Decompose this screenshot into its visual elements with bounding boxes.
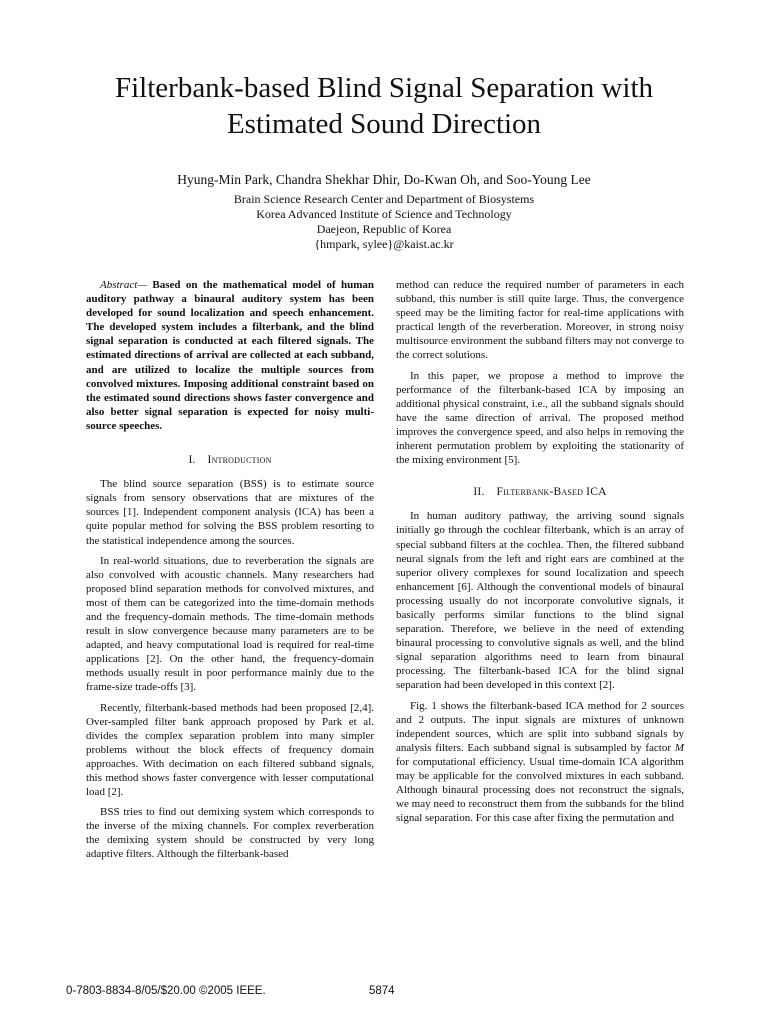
paragraph-text: Fig. 1 shows the filterbank-based ICA method for 2 sources and 2 outputs. The input signals are mixtures of unknown independent sources, which are split into subband signals by analysis filters. Each subband signal is subsampled by factor (396, 699, 684, 754)
body-paragraph: method can reduce the required number of parameters in each subband, this number is still quite large. Thus, the convergence speed may be the limiting factor for real-time applications with practical length of the reverberation. Moreover, in strong noisy multisource environment the subband filters may not converge to the correct solutions. (396, 279, 684, 362)
paper-title (40, 70, 728, 142)
section-number: II. (473, 486, 485, 499)
body-paragraph: The blind source separation (BSS) is to estimate source signals from sensory observations that are mixtures of the sources [1]. Independent component analysis (ICA) has been a quite popular method for solving the BSS problem resorting to the statistical independence among the sources. (86, 478, 374, 547)
abstract-text: Based on the mathematical model of human auditory pathway a binaural auditory system has been developed for sound localization and speech enhancement. The developed system includes a filterbank, and the blind signal separation is conducted at each filtered signals. The estimated directions of arrival are collected at each subband, and are utilized to localize the multiple sources from convolved mixtures. Imposing additional constraint based on the estimated sound directions shows faster convergence and also better signal separation is expected for noisy multi-source speeches. (86, 279, 374, 432)
body-paragraph (396, 699, 684, 826)
affiliation-line: Korea Advanced Institute of Science and Technology (256, 207, 512, 221)
affiliation-line: Daejeon, Republic of Korea (316, 222, 452, 236)
title-line-1: Filterbank-based Blind Signal Separation with (114, 72, 654, 104)
paragraph-text: for computational efficiency. Usual time-domain ICA algorithm may be applicable for the convolved mixtures in each subband. Although binaural processing does not reconstruct the signals, we may need to reconstruct them from the subbands for the blind signal separation. For this case after fixing the permutation and (396, 755, 684, 825)
title-line-2: Estimated Sound Direction (226, 108, 542, 140)
author-list: Hyung-Min Park, Chandra Shekhar Dhir, Do-Kwan Oh, and Soo-Young Lee (177, 172, 591, 187)
section-number: I. (188, 454, 196, 467)
section-title: Filterbank-Based ICA (496, 486, 607, 499)
body-paragraph: In human auditory pathway, the arriving sound signals initially go through the cochlear filterbank, which is an array of special subband filters at the cochlea. Then, the filtered subband neural signals from the left and right ears are combined at the superior olivery complexes for sound localization and speech enhancement [6]. Although the conventional models of binaural processing usually do not incorporate convolutive signals, it basically performs similar functions to the blind signal separation. Therefore, we believe in the need of extending binaural processing to convolutive signals as well, and the blind signal separation algorithms need to learn from binaural processing. The filterbank-based ICA for the blind signal separation had been developed in this context [2]. (396, 510, 684, 692)
body-paragraph: BSS tries to find out demixing system which corresponds to the inverse of the mixing channels. For complex reverberation the demixing system should be constructed by very long adaptive filters. Although the filterbank-based (86, 806, 374, 861)
copyright-notice: 0-7803-8834-8/05/$20.00 ©2005 IEEE. (66, 985, 266, 997)
abstract (86, 278, 374, 433)
section-heading-filterbank-ica (396, 485, 684, 499)
math-variable: M (674, 741, 684, 754)
affiliation-line: Brain Science Research Center and Department of Biosystems (233, 192, 535, 206)
body-paragraph: Recently, filterbank-based methods had been proposed [2,4]. Over-sampled filter bank approach proposed by Park et al. divides the complex separation problem into many simpler problems without the block effects of frequency domain approaches. With decimation on each filtered subband signals, this method shows faster convergence with lesser computational load [2]. (86, 701, 374, 799)
right-column (396, 278, 684, 831)
section-title: Introduction (207, 454, 272, 467)
abstract-label: Abstract— (100, 279, 148, 291)
body-paragraph: In real-world situations, due to reverberation the signals are also convolved with acoustic channels. Many researchers had proposed blind separation methods for convolved mixtures, and most of them can be categorized into the time-domain methods and the frequency-domain methods. The time-domain methods result in slow convergence because many parameters are to be adapted, and heavy computational load is required for real-time applications [2]. On the other hand, the frequency-domain methods usually result in poor performance mainly due to the frame-size trade-offs [3]. (86, 554, 374, 694)
author-email: {hmpark, sylee}@kaist.ac.kr (314, 237, 454, 251)
body-paragraph: In this paper, we propose a method to improve the performance of the filterbank-based ICA by imposing an additional physical constraint, i.e., all the subband signals should have the same direction of arrival. The proposed method improves the convergence speed, and also helps in removing the inherent permutation problem by exploiting the stationarity of the mixing environment [5]. (396, 369, 684, 467)
left-column (86, 278, 374, 868)
page-number: 5874 (369, 985, 395, 997)
affiliation-block (40, 192, 728, 252)
section-heading-introduction (86, 453, 374, 467)
